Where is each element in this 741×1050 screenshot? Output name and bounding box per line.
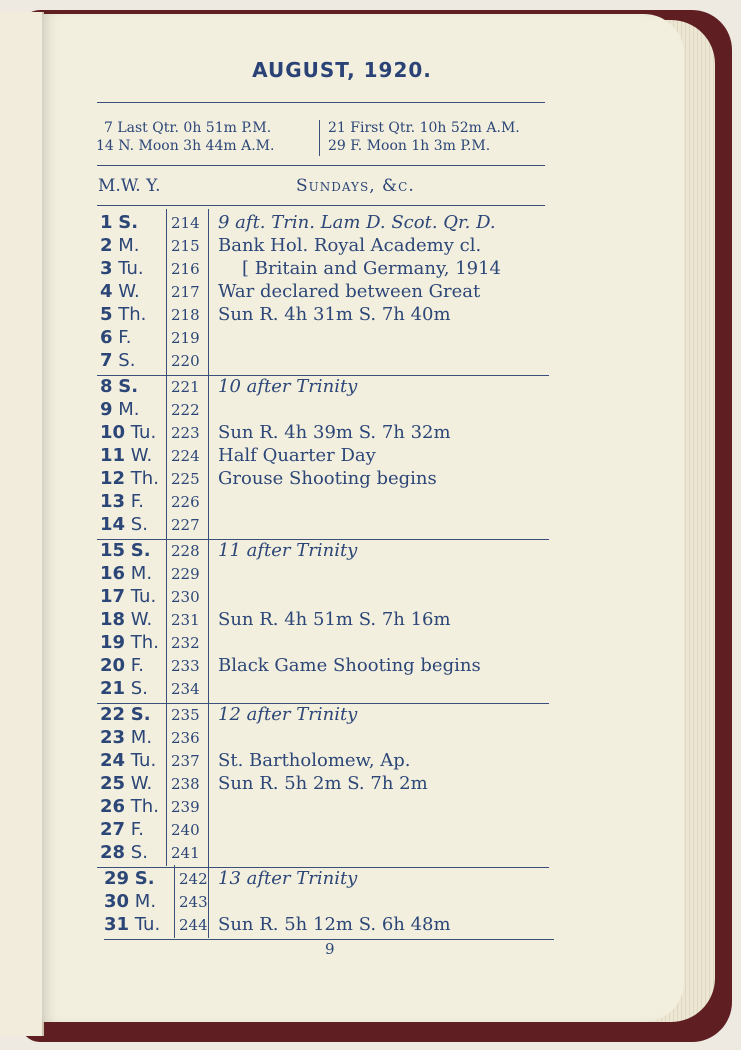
year-day: 243	[179, 893, 208, 911]
weekday: F.	[118, 327, 132, 348]
year-day: 227	[171, 516, 200, 534]
column-divider-yearday	[208, 865, 209, 938]
moon-right-2: 29 F. Moon 1h 3m P.M.	[328, 138, 491, 154]
day-number: 6	[100, 327, 113, 348]
year-day: 230	[171, 588, 200, 606]
weekday: S.	[130, 842, 148, 863]
day-note: 10 after Trinity	[218, 376, 358, 397]
day-note: War declared between Great	[218, 281, 481, 302]
weekday: M.	[118, 399, 140, 420]
day-label	[104, 890, 156, 913]
day-label	[100, 421, 156, 444]
day-number: 8	[100, 376, 113, 397]
weekday: Th.	[130, 796, 159, 817]
day-number: 16	[100, 563, 126, 584]
day-number: 17	[100, 586, 126, 607]
day-number: 18	[100, 609, 126, 630]
weekday: S.	[118, 350, 136, 371]
day-number: 12	[100, 468, 126, 489]
day-label	[104, 913, 160, 936]
day-note: [ Britain and Germany, 1914	[242, 258, 501, 279]
weekday: W.	[130, 445, 153, 466]
year-day: 238	[171, 775, 200, 793]
day-label	[100, 375, 138, 398]
column-divider-day	[166, 373, 167, 538]
day-number: 13	[100, 491, 126, 512]
day-label	[100, 585, 156, 608]
day-label	[100, 326, 131, 349]
column-header-days: M.W. Y.	[98, 176, 161, 196]
day-label	[100, 234, 140, 257]
day-label	[100, 280, 140, 303]
day-number: 31	[104, 914, 130, 935]
moon-left-2: 14 N. Moon 3h 44m A.M.	[96, 138, 275, 154]
year-day: 241	[171, 844, 200, 862]
weekday: Th.	[130, 632, 159, 653]
day-note: Sun R. 5h 12m S. 6h 48m	[218, 914, 451, 935]
column-divider-yearday	[208, 373, 209, 538]
weekday: S.	[130, 540, 151, 561]
year-day: 221	[171, 378, 200, 396]
day-label	[100, 772, 152, 795]
weekday: S.	[134, 868, 155, 889]
year-day: 216	[171, 260, 200, 278]
day-number: 9	[100, 399, 113, 420]
weekday: S.	[130, 514, 148, 535]
year-day: 234	[171, 680, 200, 698]
weekday: M.	[134, 891, 157, 912]
day-note: Black Game Shooting begins	[218, 655, 481, 676]
weekday: M.	[130, 727, 153, 748]
weekday: F.	[130, 491, 144, 512]
weekday: S.	[130, 704, 151, 725]
moon-right-1: 21 First Qtr. 10h 52m A.M.	[328, 120, 520, 136]
day-label	[100, 539, 151, 562]
year-day: 222	[171, 401, 200, 419]
day-label	[100, 703, 151, 726]
day-note: St. Bartholomew, Ap.	[218, 750, 411, 771]
year-day: 244	[179, 916, 208, 934]
weekday: W.	[130, 609, 153, 630]
day-number: 23	[100, 727, 126, 748]
page-number: 9	[325, 940, 335, 958]
year-day: 236	[171, 729, 200, 747]
day-note: Half Quarter Day	[218, 445, 376, 466]
day-label	[100, 349, 135, 372]
day-note: 11 after Trinity	[218, 540, 358, 561]
weekday: Tu.	[118, 258, 144, 279]
column-divider-yearday	[208, 537, 209, 702]
weekday: S.	[130, 678, 148, 699]
day-label	[100, 398, 140, 421]
year-day: 224	[171, 447, 200, 465]
day-number: 28	[100, 842, 126, 863]
day-number: 26	[100, 796, 126, 817]
day-label	[100, 608, 152, 631]
day-label	[100, 467, 159, 490]
year-day: 237	[171, 752, 200, 770]
day-label	[100, 562, 152, 585]
weekday: S.	[118, 376, 139, 397]
year-day: 233	[171, 657, 200, 675]
weekday: S.	[118, 212, 139, 233]
day-label	[100, 444, 152, 467]
day-number: 30	[104, 891, 130, 912]
weekday: Tu.	[130, 750, 157, 771]
day-number: 1	[100, 212, 113, 233]
day-number: 14	[100, 514, 126, 535]
year-day: 220	[171, 352, 200, 370]
day-note: Sun R. 4h 39m S. 7h 32m	[218, 422, 451, 443]
facing-page	[0, 12, 44, 1036]
page-title: AUGUST, 1920.	[252, 58, 432, 82]
day-number: 5	[100, 304, 113, 325]
day-number: 22	[100, 704, 126, 725]
weekday: W.	[118, 281, 140, 302]
day-note: Bank Hol. Royal Academy cl.	[218, 235, 482, 256]
column-header-notes: Sundays, &c.	[296, 176, 415, 196]
day-number: 7	[100, 350, 113, 371]
day-note: Sun R. 5h 2m S. 7h 2m	[218, 773, 428, 794]
day-number: 15	[100, 540, 126, 561]
day-number: 27	[100, 819, 126, 840]
day-label	[100, 749, 156, 772]
day-number: 20	[100, 655, 126, 676]
day-note: Sun R. 4h 31m S. 7h 40m	[218, 304, 451, 325]
weekday: M.	[130, 563, 153, 584]
day-label	[100, 513, 148, 536]
diary-page	[42, 14, 684, 1022]
weekday: Tu.	[130, 422, 157, 443]
day-number: 10	[100, 422, 126, 443]
day-number: 25	[100, 773, 126, 794]
year-day: 217	[171, 283, 200, 301]
day-label	[100, 795, 159, 818]
day-label	[100, 303, 146, 326]
day-label	[100, 654, 144, 677]
year-day: 235	[171, 706, 200, 724]
column-divider-day	[166, 701, 167, 866]
moon-left-1: 7 Last Qtr. 0h 51m P.M.	[104, 120, 272, 136]
day-number: 2	[100, 235, 113, 256]
weekday: F.	[130, 655, 144, 676]
day-label	[100, 818, 144, 841]
day-label	[100, 726, 152, 749]
day-number: 3	[100, 258, 113, 279]
column-divider-yearday	[208, 209, 209, 374]
day-note: 13 after Trinity	[218, 868, 358, 889]
year-day: 239	[171, 798, 200, 816]
year-day: 231	[171, 611, 200, 629]
rule-header	[97, 205, 545, 206]
day-note: 9 aft. Trin. Lam D. Scot. Qr. D.	[218, 212, 496, 233]
year-day: 214	[171, 214, 200, 232]
rule-moon	[97, 165, 545, 166]
weekday: Th.	[130, 468, 159, 489]
year-day: 218	[171, 306, 200, 324]
day-label	[104, 867, 155, 890]
moon-divider	[319, 120, 320, 156]
year-day: 219	[171, 329, 200, 347]
year-day: 242	[179, 870, 208, 888]
day-label	[100, 211, 138, 234]
day-label	[100, 257, 144, 280]
day-number: 21	[100, 678, 126, 699]
weekday: F.	[130, 819, 144, 840]
year-day: 225	[171, 470, 200, 488]
weekday: M.	[118, 235, 140, 256]
year-day: 223	[171, 424, 200, 442]
day-number: 11	[100, 445, 126, 466]
year-day: 215	[171, 237, 200, 255]
weekday: W.	[130, 773, 153, 794]
column-divider-day	[166, 209, 167, 374]
day-label	[100, 490, 144, 513]
day-label	[100, 677, 148, 700]
weekday: Tu.	[130, 586, 157, 607]
day-note: 12 after Trinity	[218, 704, 358, 725]
column-divider-day	[174, 865, 175, 938]
day-label	[100, 631, 159, 654]
year-day: 229	[171, 565, 200, 583]
year-day: 226	[171, 493, 200, 511]
day-number: 19	[100, 632, 126, 653]
year-day: 228	[171, 542, 200, 560]
column-divider-yearday	[208, 701, 209, 866]
column-divider-day	[166, 537, 167, 702]
weekday: Th.	[118, 304, 147, 325]
day-note: Sun R. 4h 51m S. 7h 16m	[218, 609, 451, 630]
rule-top	[97, 102, 545, 103]
day-note: Grouse Shooting begins	[218, 468, 437, 489]
year-day: 232	[171, 634, 200, 652]
weekday: Tu.	[134, 914, 161, 935]
day-number: 29	[104, 868, 130, 889]
day-number: 4	[100, 281, 113, 302]
day-number: 24	[100, 750, 126, 771]
day-label	[100, 841, 148, 864]
year-day: 240	[171, 821, 200, 839]
